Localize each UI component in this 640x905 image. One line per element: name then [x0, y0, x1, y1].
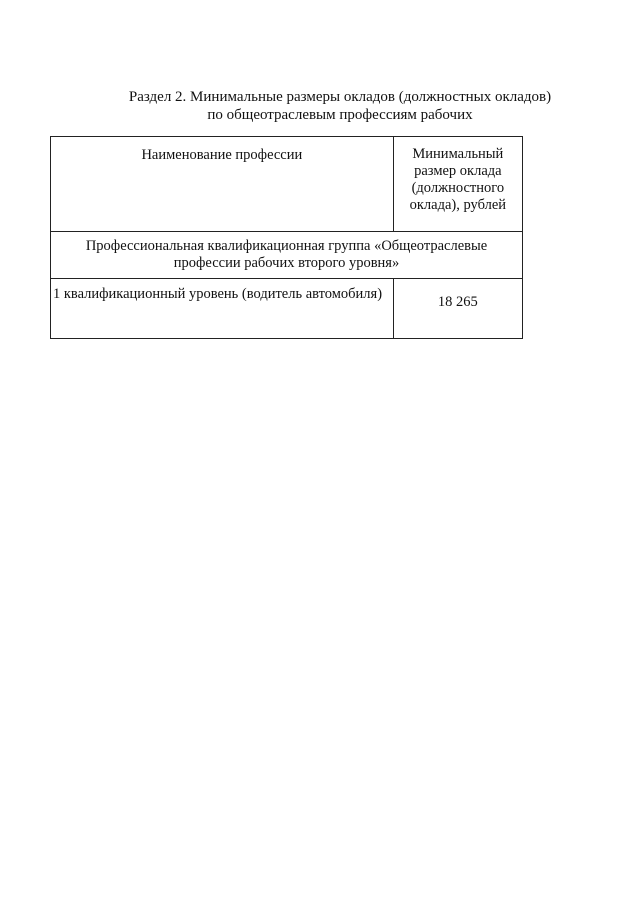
- qualification-group-title: Профессиональная квалификационная группа «Общеотраслевые профессии рабочих второго уровня»: [51, 232, 523, 279]
- header-profession-name: Наименование профессии: [51, 137, 394, 232]
- section-title-line-2: по общеотраслевым профессиям рабочих: [207, 107, 473, 123]
- table-header-row: [51, 137, 523, 232]
- section-heading: [100, 88, 580, 124]
- profession-cell: 1 квалификационный уровень (водитель автомобиля): [51, 279, 394, 339]
- table-row: [51, 279, 523, 339]
- header-minimum-salary: Минимальный размер оклада (должностного оклада), рублей: [393, 137, 522, 232]
- salary-value-cell: 18 265: [393, 279, 522, 339]
- salary-table: [50, 136, 523, 339]
- section-title-line-1: Раздел 2. Минимальные размеры окладов (должностных окладов): [128, 89, 552, 105]
- table-group-row: [51, 232, 523, 279]
